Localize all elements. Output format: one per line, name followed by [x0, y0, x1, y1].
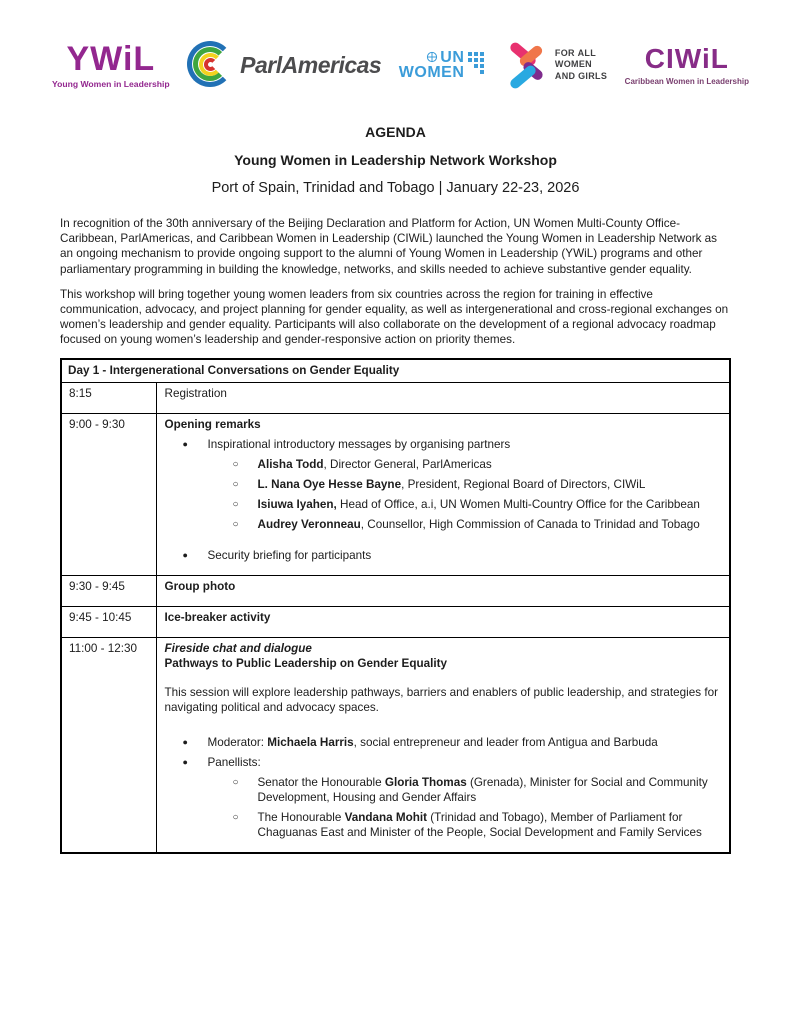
un-women-flag-icon [468, 50, 488, 78]
session-label: Group photo [156, 575, 730, 606]
panellist-prefix: The Honourable [257, 810, 345, 824]
session-description: This session will explore leadership pathways, barriers and enablers of public leadership, and strategies for navigating political and advocacy spaces. [164, 685, 719, 714]
speaker-role: , Counsellor, High Commission of Canada to Trinidad and Tobago [360, 517, 700, 531]
time-cell: 9:30 - 9:45 [61, 575, 156, 606]
speaker-item [165, 477, 722, 492]
panellists-label-item [165, 755, 722, 770]
ciwil-wordmark: CIWiL [644, 42, 729, 74]
speaker-item [165, 497, 722, 512]
for-all-line2: WOMEN [554, 59, 592, 70]
bullet-text: Security briefing for participants [207, 548, 372, 562]
intro-paragraph-2: This workshop will bring together young women leaders from six countries across the region for training in effective communication, advocacy, and project planning for gender equality, as well as intergenerational and cross-regional exchanges on women’s leadership and gender equality. Participants will also collaborate on the development of a regional advocacy roadmap focused on young women’s leadership and gender-responsive action on priority themes. [60, 287, 729, 347]
sub-bullet-icon: ○ [232, 811, 239, 823]
ywil-wordmark: YWiL [66, 39, 156, 78]
session-label: Ice-breaker activity [156, 606, 730, 637]
speaker-role: Head of Office, a.i, UN Women Multi-Country Office for the Caribbean [336, 497, 700, 511]
logo-bar [52, 28, 749, 102]
moderator-prefix: Moderator: [207, 735, 268, 749]
sub-bullet-icon: ○ [232, 498, 239, 510]
day-header: Day 1 - Intergenerational Conversations on Gender Equality [61, 359, 730, 383]
agenda-row-opening-remarks [61, 413, 730, 575]
agenda-row-group-photo [61, 575, 730, 606]
time-cell: 9:45 - 10:45 [61, 606, 156, 637]
panellists-label: Panellists: [207, 755, 261, 769]
un-women-logo [399, 50, 489, 81]
panellist-name: Vandana Mohit [344, 810, 428, 824]
bullet-item [165, 437, 722, 452]
session-title: Pathways to Public Leadership on Gender Equality [164, 656, 448, 670]
speaker-item [165, 517, 722, 532]
ywil-tagline: Young Women in Leadership [52, 78, 170, 89]
intro-paragraph-1: In recognition of the 30th anniversary of the Beijing Declaration and Platform for Action, UN Women Multi-County Office-Caribbean, ParlAmericas, and Caribbean Women in Leadership (CIWiL) launched the Young Women in Leadership Network as an ongoing mechanism to provide ongoing support to the alumni of Young Women in Leadership (YWiL) programs and other parliamentary programming in building the knowledge, networks, and skills needed to achieve substantive gender equality. [60, 217, 718, 276]
panellist-role: (Trinidad and Tobago), Member of Parliament for Chaguanas East and Minister of the People, Social Development and Family Services [257, 810, 702, 839]
title-block [0, 124, 791, 196]
sub-bullet-icon: ○ [232, 776, 239, 788]
agenda-heading: AGENDA [365, 124, 426, 140]
time-cell: 8:15 [61, 382, 156, 413]
bullet-icon: ● [182, 756, 188, 767]
bullet-item [165, 548, 722, 563]
panellist-item [165, 775, 722, 805]
panellist-name: Gloria Thomas [384, 775, 467, 789]
workshop-title: Young Women in Leadership Network Workshop [234, 152, 557, 168]
sub-bullet-icon: ○ [232, 478, 239, 490]
un-emblem-icon [426, 51, 438, 63]
session-label: Opening remarks [164, 417, 261, 431]
speaker-item [165, 457, 722, 472]
for-all-women-and-girls-logo [506, 42, 607, 88]
agenda-row-registration [61, 382, 730, 413]
session-label: Registration [156, 382, 730, 413]
ywil-logo [52, 39, 170, 89]
bullet-icon: ● [182, 438, 188, 449]
un-women-line1: UN [440, 48, 465, 66]
panellist-role: (Grenada), Minister for Social and Community Development, Housing and Gender Affairs [257, 775, 708, 804]
agenda-row-fireside-chat [61, 637, 730, 853]
speaker-name: L. Nana Oye Hesse Bayne [257, 477, 402, 491]
session-type: Fireside chat and dialogue [164, 641, 312, 655]
speaker-role: , Director General, ParlAmericas [323, 457, 492, 471]
speaker-name: Audrey Veronneau [257, 517, 361, 531]
panellist-item [165, 810, 722, 840]
day-header-row [61, 359, 730, 383]
parlamericas-logo [187, 38, 381, 92]
document-page [0, 28, 791, 854]
for-all-ribbon-icon [506, 42, 546, 88]
intro-section [60, 216, 731, 348]
moderator-item [165, 735, 722, 750]
for-all-line1: FOR ALL [554, 48, 597, 59]
location-date: Port of Spain, Trinidad and Tobago | January 22-23, 2026 [211, 180, 580, 196]
parlamericas-arcs-icon [187, 38, 235, 92]
panellist-prefix: Senator the Honourable [257, 775, 385, 789]
time-cell: 11:00 - 12:30 [61, 637, 156, 853]
ciwil-logo [624, 42, 749, 86]
time-cell: 9:00 - 9:30 [61, 413, 156, 575]
speaker-name: Isiuwa Iyahen, [257, 497, 337, 511]
un-women-line2: WOMEN [398, 63, 465, 81]
ciwil-tagline: Caribbean Women in Leadership [624, 76, 749, 86]
agenda-table [60, 358, 731, 854]
speaker-role: , President, Regional Board of Directors, CIWiL [401, 477, 646, 491]
agenda-row-icebreaker [61, 606, 730, 637]
sub-bullet-icon: ○ [232, 518, 239, 530]
parlamericas-wordmark: ParlAmericas [240, 51, 382, 78]
bullet-text: Inspirational introductory messages by organising partners [207, 437, 511, 451]
for-all-line3: AND GIRLS [554, 70, 608, 81]
moderator-name: Michaela Harris [267, 735, 354, 749]
bullet-icon: ● [182, 736, 188, 747]
sub-bullet-icon: ○ [232, 458, 239, 470]
bullet-icon: ● [182, 549, 188, 560]
moderator-role: , social entrepreneur and leader from Antigua and Barbuda [353, 735, 658, 749]
speaker-name: Alisha Todd [257, 457, 324, 471]
